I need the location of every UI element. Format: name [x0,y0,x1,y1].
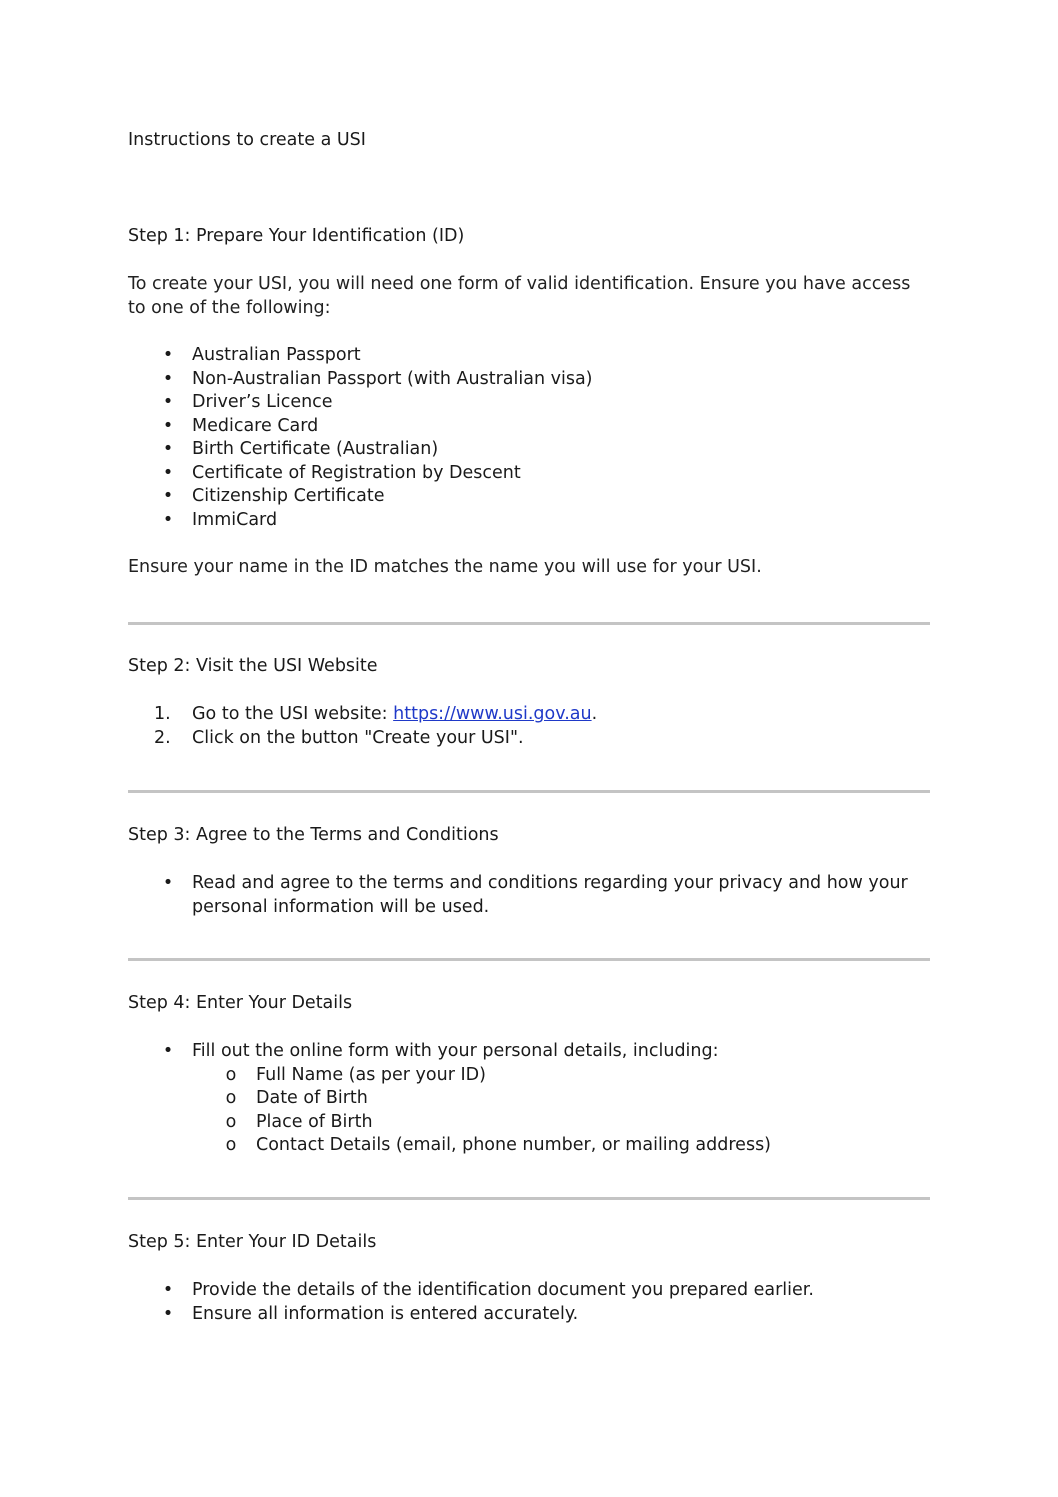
document-title-block [128,126,930,154]
list-item-text: Certificate of Registration by Descent [192,462,521,483]
circle-bullet-icon: o [225,1088,237,1108]
list-item [128,727,930,751]
sub-list-item-text: Date of Birth [256,1088,368,1108]
sub-list-item [128,1064,930,1088]
step-3-list [128,872,930,919]
sub-list-item-text: Contact Details (email, phone number, or mailing address) [256,1135,772,1155]
bullet-icon: • [162,486,174,506]
document-title: Instructions to create a USI [128,130,366,150]
step-3-heading: Step 3: Agree to the Terms and Conditions [128,825,499,845]
step-2-list [128,703,930,750]
step-1-heading: Step 1: Prepare Your Identification (ID) [128,226,465,246]
step-3-section [128,823,930,919]
section-divider [128,622,930,625]
sub-list-item [128,1134,930,1158]
circle-bullet-icon: o [225,1064,237,1085]
section-divider [128,958,930,961]
sub-list-item [128,1087,930,1111]
list-item [128,872,930,919]
step-4-sub-list [128,1064,930,1158]
list-item-text: Go to the USI website: [192,704,394,724]
step-1-note: Ensure your name in the ID matches the name you will use for your USI. [128,557,762,577]
usi-website-link[interactable]: https://www.usi.gov.au [393,704,592,724]
list-item [128,415,930,439]
step-5-list [128,1279,930,1326]
list-item [128,1040,930,1064]
list-item-text: Ensure all information is entered accurately. [192,1303,579,1324]
list-item [128,344,930,368]
circle-bullet-icon: o [225,1111,237,1132]
step-4-section [128,991,930,1158]
step-5-heading: Step 5: Enter Your ID Details [128,1232,377,1252]
step-4-list [128,1040,930,1064]
step-5-section [128,1230,930,1326]
list-item-suffix: . [518,727,524,748]
circle-bullet-icon: o [225,1135,237,1155]
list-item-text: Non-Australian Passport (with Australian visa) [192,368,593,389]
list-item-text: Medicare Card [192,415,319,436]
sub-list-item [128,1111,930,1135]
step-2-heading: Step 2: Visit the USI Website [128,656,378,676]
list-item [128,703,930,727]
bullet-icon: • [162,509,174,530]
list-item-text: ImmiCard [192,509,278,530]
list-item-text: Click on the button [192,727,365,748]
list-item-text: Read and agree to the terms and conditions regarding your privacy and how your personal information will be used. [192,873,908,917]
step-1-intro: To create your USI, you will need one form of valid identification. Ensure you have access to one of the following: [128,274,911,318]
bullet-icon: • [162,1303,174,1324]
list-item [128,391,930,415]
list-item [128,1279,930,1303]
section-divider [128,790,930,793]
bullet-icon: • [162,368,174,389]
list-item-text: Citizenship Certificate [192,486,385,506]
create-usi-button-label: "Create your USI" [364,727,519,748]
bullet-icon: • [162,1280,174,1300]
list-item [128,368,930,392]
step-2-section [128,654,930,750]
sub-list-item-text: Full Name (as per your ID) [256,1064,486,1085]
list-item [128,462,930,486]
list-item [128,1303,930,1327]
list-item-text: Provide the details of the identification document you prepared earlier. [192,1280,814,1300]
bullet-icon: • [162,392,174,412]
list-number: 1. [154,704,171,724]
list-item-text: Australian Passport [192,345,361,365]
step-4-heading: Step 4: Enter Your Details [128,993,353,1013]
bullet-icon: • [162,439,174,459]
id-options-list [128,344,930,532]
list-item-suffix: . [591,704,598,724]
step-1-section [128,224,930,580]
list-item [128,438,930,462]
list-item-text: Birth Certificate (Australian) [192,439,439,459]
list-item-text: Driver’s Licence [192,392,333,412]
bullet-icon: • [162,345,174,365]
bullet-icon: • [162,1041,174,1061]
bullet-icon: • [162,873,174,893]
sub-list-item-text: Place of Birth [256,1111,373,1132]
list-item [128,509,930,533]
section-divider [128,1197,930,1200]
list-item [128,485,930,509]
bullet-icon: • [162,462,174,483]
list-number: 2. [154,727,171,748]
bullet-icon: • [162,415,174,436]
list-item-text: Fill out the online form with your personal details, including: [192,1041,719,1061]
